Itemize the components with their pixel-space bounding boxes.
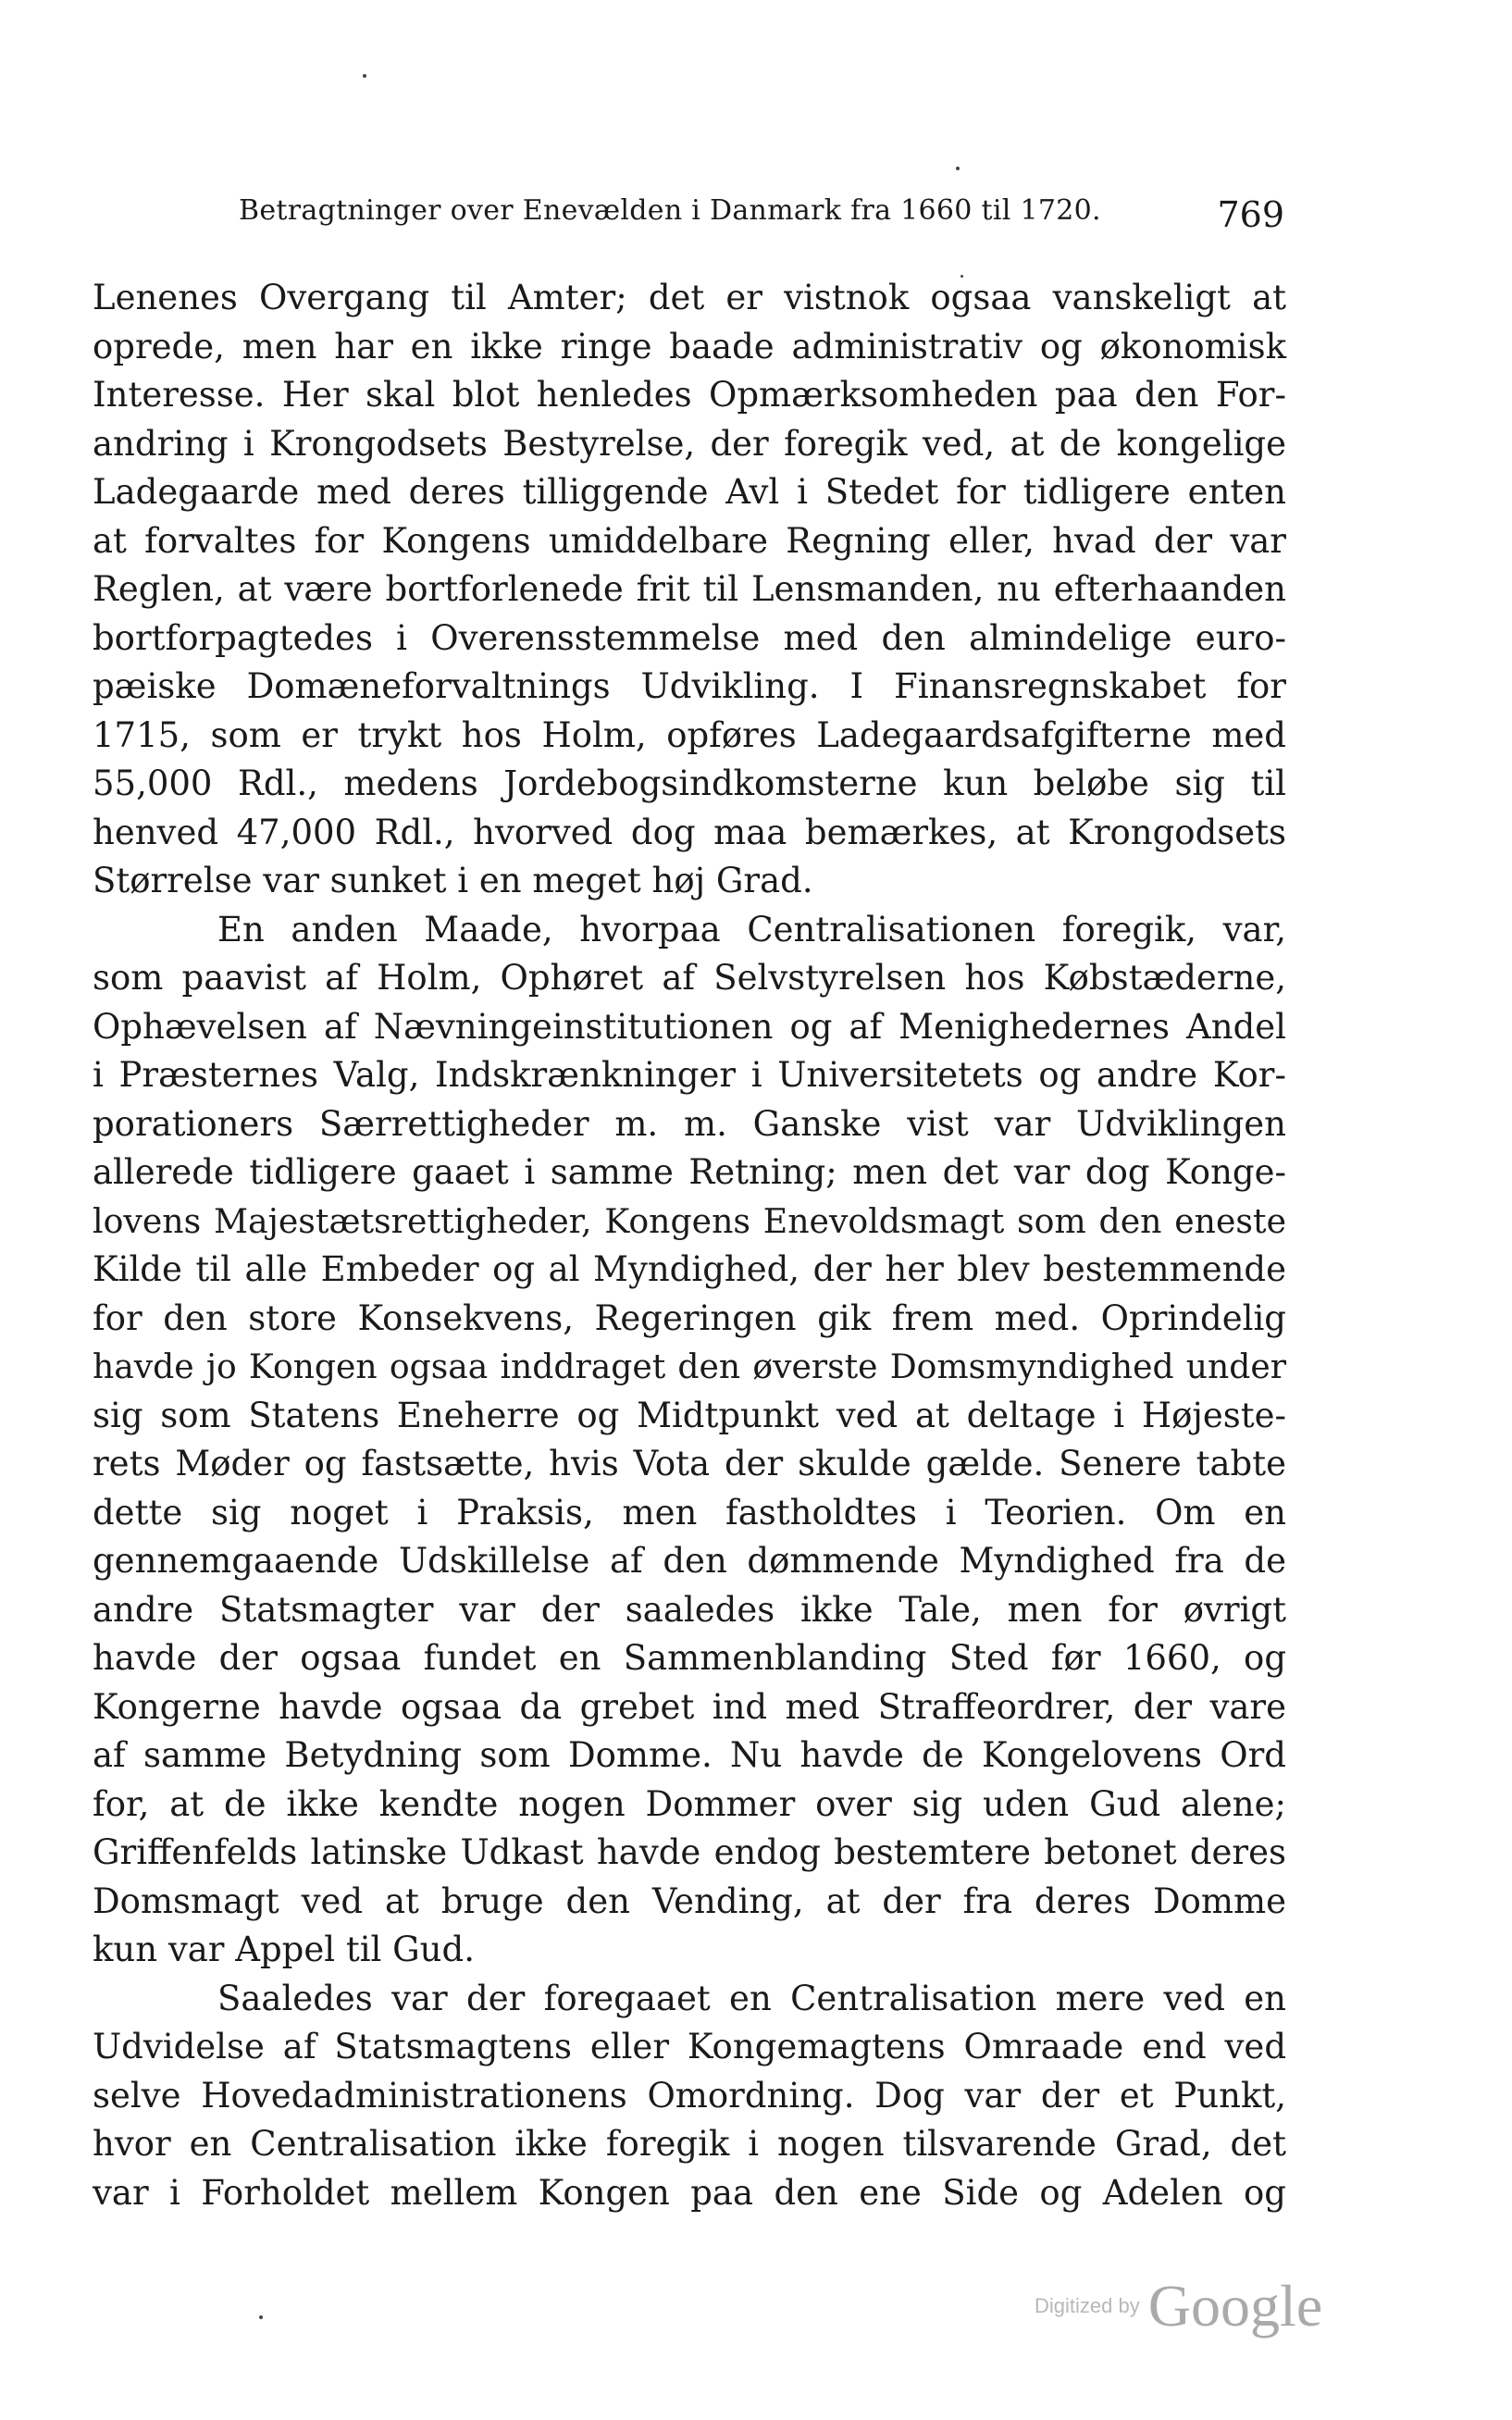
digitized-by-google-watermark <box>1035 2272 1322 2340</box>
text-line: 1715, som er trykt hos Holm, opføres Ladegaardsafgifterne med <box>93 714 1286 755</box>
text-line: andring i Krongodsets Bestyrelse, der foregik ved, at de kongelige <box>93 423 1286 464</box>
text-line: selve Hovedadministrationens Omordning. Dog var der et Punkt, <box>93 2075 1286 2116</box>
text-line: Lenenes Overgang til Amter; det er vistnok ogsaa vanskeligt at <box>93 278 1286 317</box>
running-title: Betragtninger over Enevælden i Danmark fra 1660 til 1720. <box>239 194 1101 227</box>
text-line: Ophævelsen af Nævningeinstitutionen og af Menighedernes Andel <box>93 1006 1286 1047</box>
text-line: 55,000 Rdl., medens Jordebogsindkomsterne kun beløbe sig til <box>93 763 1286 803</box>
text-line: allerede tidligere gaaet i samme Retning; men det var dog Konge- <box>93 1152 1286 1192</box>
text-line: andre Statsmagter var der saaledes ikke Tale, men for øvrigt <box>93 1589 1286 1630</box>
text-line: Griffenfelds latinske Udkast havde endog bestemtere betonet deres <box>93 1832 1286 1872</box>
text-line: henved 47,000 Rdl., hvorved dog maa bemærkes, at Krongodsets <box>93 812 1286 852</box>
text-line: oprede, men har en ikke ringe baade administrativ og økonomisk <box>93 326 1286 366</box>
text-line: havde jo Kongen ogsaa inddraget den øverste Domsmyndighed under <box>93 1347 1286 1386</box>
text-line: for den store Konsekvens, Regeringen gik frem med. Oprindelig <box>93 1297 1286 1338</box>
text-line: pæiske Domæneforvaltnings Udvikling. I Finansregnskabet for <box>93 666 1286 706</box>
text-line: at forvaltes for Kongens umiddelbare Regning eller, hvad der var <box>93 520 1286 561</box>
text-line: Domsmagt ved at bruge den Vending, at der fra deres Domme <box>93 1880 1286 1921</box>
text-line: porationers Særrettigheder m. m. Ganske vist var Udviklingen <box>93 1103 1286 1144</box>
text-line: gennemgaaende Udskillelse af den dømmende Myndighed fra de <box>93 1541 1286 1581</box>
page-header <box>239 194 1284 244</box>
text-line: dette sig noget i Praksis, men fastholdtes i Teorien. Om en <box>93 1492 1286 1533</box>
scan-speck <box>363 74 366 78</box>
text-line: havde der ogsaa fundet en Sammenblanding Sted før 1660, og <box>93 1638 1286 1678</box>
body-text <box>93 274 1286 2217</box>
text-line: i Præsternes Valg, Indskrænkninger i Universitetets og andre Kor- <box>93 1055 1286 1095</box>
paragraph-start-line: En anden Maade, hvorpaa Centralisationen foregik, var, <box>217 909 1286 949</box>
google-logo: Google <box>1147 2273 1323 2339</box>
text-line: Interesse. Her skal blot henledes Opmærksomheden paa den For- <box>93 375 1286 415</box>
paragraph-start-line: Saaledes var der foregaaet en Centralisation mere ved en <box>217 1978 1286 2018</box>
watermark-prefix: Digitized by <box>1035 2294 1140 2317</box>
text-line: Kilde til alle Embeder og al Myndighed, der her blev bestemmende <box>93 1249 1286 1289</box>
paragraph-end-line: kun var Appel til Gud. <box>93 1930 475 1969</box>
text-line: lovens Majestætsrettigheder, Kongens Enevoldsmagt som den eneste <box>93 1200 1286 1241</box>
scan-speck <box>956 167 960 170</box>
text-line: Ladegaarde med deres tilliggende Avl i Stedet for tidligere enten <box>93 472 1286 512</box>
text-line: rets Møder og fastsætte, hvis Vota der skulde gælde. Senere tabte <box>93 1444 1286 1483</box>
page-number: 769 <box>1217 194 1284 235</box>
text-line: for, at de ikke kendte nogen Dommer over sig uden Gud alene; <box>93 1783 1286 1824</box>
text-line: Kongerne havde ogsaa da grebet ind med Straffeordrer, der vare <box>93 1686 1286 1727</box>
text-line: Reglen, at være bortforlenede frit til Lensmanden, nu efterhaanden <box>93 569 1286 609</box>
text-line: var i Forholdet mellem Kongen paa den ene Side og Adelen og <box>93 2172 1286 2213</box>
text-line: som paavist af Holm, Ophøret af Selvstyrelsen hos Købstæderne, <box>93 958 1286 998</box>
text-line: sig som Statens Eneherre og Midtpunkt ved at deltage i Højeste- <box>93 1395 1286 1435</box>
text-line: af samme Betydning som Domme. Nu havde de Kongelovens Ord <box>93 1735 1286 1775</box>
text-line: Udvidelse af Statsmagtens eller Kongemagtens Omraade end ved <box>93 2027 1286 2066</box>
scan-speck <box>259 2315 263 2319</box>
paragraph-end-line: Størrelse var sunket i en meget høj Grad. <box>93 861 813 900</box>
text-line: bortforpagtedes i Overensstemmelse med den almindelige euro- <box>93 617 1286 658</box>
text-line: hvor en Centralisation ikke foregik i nogen tilsvarende Grad, det <box>93 2124 1286 2164</box>
